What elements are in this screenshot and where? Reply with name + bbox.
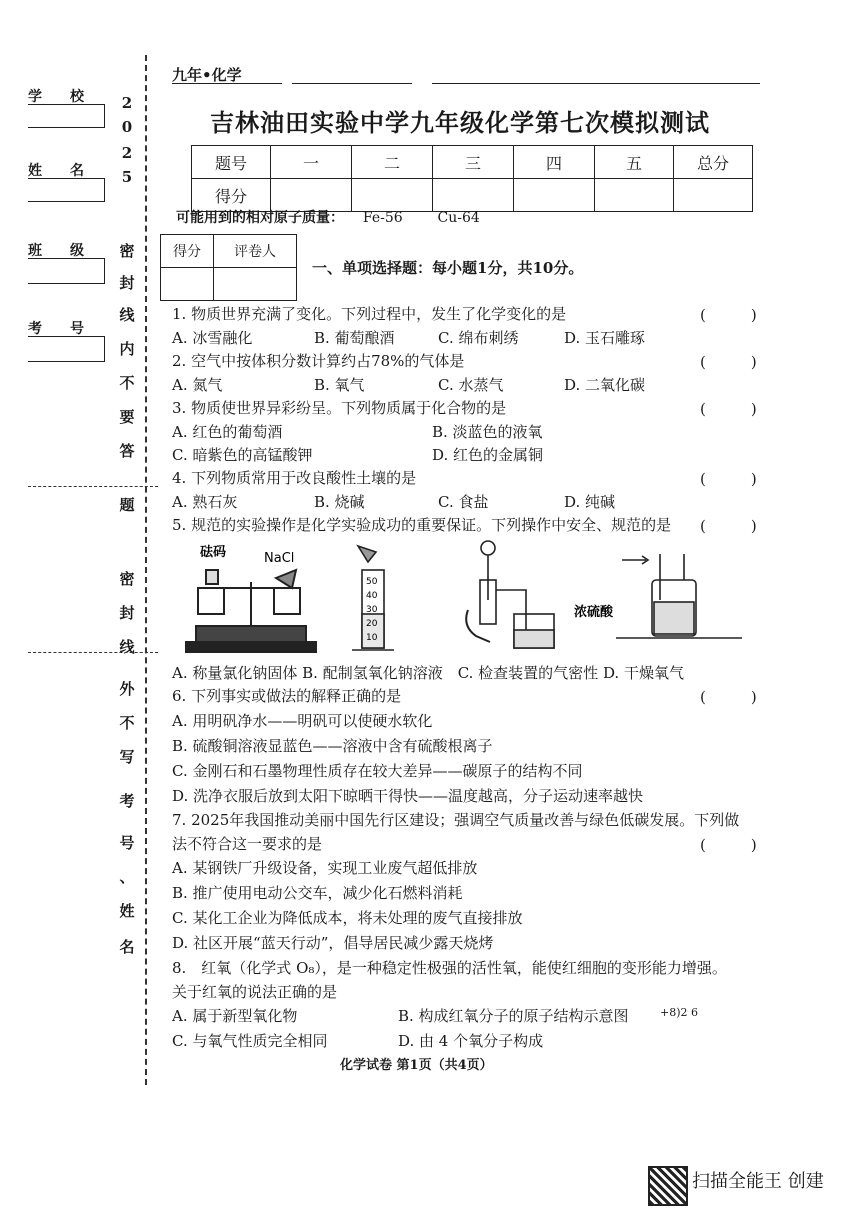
- class-label: 班 级: [28, 243, 84, 259]
- score-table: [191, 145, 753, 212]
- question-stem: 2. 空气中按体积分数计算约占78%的气体是: [172, 352, 465, 370]
- balance-icon: [186, 570, 316, 652]
- tick-label: 10: [366, 633, 378, 643]
- seal-char: 要: [119, 408, 135, 426]
- score-header: 三: [433, 146, 514, 179]
- qr-code-icon: [648, 1166, 688, 1206]
- score-row-label: 得分: [192, 179, 271, 212]
- score-header: 题号: [192, 146, 271, 179]
- page-footer: 化学试卷 第1页（共4页）: [340, 1058, 493, 1073]
- seal-char: 、: [119, 868, 135, 886]
- atomic-mass-label: [176, 208, 480, 228]
- option: D. 由 4 个氧分子构成: [398, 1032, 544, 1050]
- seal-char: 密: [119, 570, 135, 588]
- seal-char: 姓: [119, 902, 135, 920]
- score-header: 总分: [674, 146, 753, 179]
- option: A. 氮气: [172, 376, 223, 394]
- option: C. 水蒸气: [438, 376, 504, 394]
- watermark-text: 扫描全能王 创建: [692, 1171, 824, 1192]
- question-stem: 5. 规范的实验操作是化学实验成功的重要保证。下列操作中安全、规范的是: [172, 516, 672, 534]
- option: B. 氧气: [314, 376, 365, 394]
- year-digit: 0: [121, 118, 133, 136]
- seal-char: 线: [119, 306, 135, 324]
- option: C. 某化工企业为降低成本，将未处理的废气直接排放: [172, 909, 523, 927]
- atom-structure-diagram: +8)2 6: [660, 1006, 699, 1019]
- score-cell[interactable]: [352, 179, 433, 212]
- answer-paren[interactable]: ( ): [700, 836, 757, 854]
- seal-char: 写: [119, 748, 135, 766]
- seal-char: 不: [119, 374, 135, 392]
- grader-score-label: 得分: [161, 235, 214, 268]
- option: A. 红色的葡萄酒: [172, 423, 283, 441]
- question-stem: 6. 下列事实或做法的解释正确的是: [172, 687, 402, 705]
- header-rule: [172, 83, 282, 84]
- option: D. 红色的金属铜: [432, 446, 544, 464]
- atomic-mass-text: 可能用到的相对原子质量：: [176, 210, 344, 226]
- score-header: 五: [595, 146, 674, 179]
- gas-washing-bottle-icon: [616, 554, 742, 638]
- atomic-mass-cu: Cu-64: [437, 210, 480, 226]
- answer-paren[interactable]: ( ): [700, 306, 757, 324]
- school-label: 学 校: [28, 89, 84, 105]
- option: B. 淡蓝色的液氧: [432, 423, 543, 441]
- page-title: 吉林油田实验中学九年级化学第七次模拟测试: [210, 108, 710, 137]
- question-stem: 3. 物质使世界异彩纷呈。下列物质属于化合物的是: [172, 399, 507, 417]
- question-stem: 7. 2025年我国推动美丽中国先行区建设；强调空气质量改善与绿色低碳发展。下列做: [172, 811, 740, 829]
- section-heading: 一、单项选择题：每小题1分，共10分。: [312, 259, 584, 277]
- acid-label: 浓硫酸: [574, 605, 614, 620]
- seal-char: 名: [119, 938, 135, 956]
- option: B. 葡萄酿酒: [314, 329, 395, 347]
- header-rule: [432, 83, 760, 84]
- seal-char: 内: [119, 340, 135, 358]
- tick-label: 20: [366, 619, 378, 629]
- option: B. 烧碱: [314, 493, 365, 511]
- cut-mark: [28, 486, 158, 487]
- binding-line: [145, 55, 147, 1085]
- id-label: 考 号: [28, 321, 84, 337]
- option: A. 冰雪融化: [172, 329, 253, 347]
- year-digit: 2: [121, 144, 133, 162]
- score-cell[interactable]: [674, 179, 753, 212]
- seal-char: 题: [119, 496, 135, 514]
- question-stem: 4. 下列物质常用于改良酸性土壤的是: [172, 469, 417, 487]
- option: A. 用明矾净水——明矾可以使硬水软化: [172, 712, 433, 730]
- class-field[interactable]: [28, 258, 105, 284]
- grader-table: [160, 234, 297, 301]
- score-header: 二: [352, 146, 433, 179]
- tick-label: 50: [366, 577, 378, 587]
- answer-paren[interactable]: ( ): [700, 353, 757, 371]
- option: A. 某钢铁厂升级设备，实现工业废气超低排放: [172, 859, 478, 877]
- id-field[interactable]: [28, 336, 105, 362]
- option: B. 构成红氧分子的原子结构示意图: [398, 1007, 629, 1025]
- option: B. 推广使用电动公交车，减少化石燃料消耗: [172, 884, 463, 902]
- option: C. 金刚石和石墨物理性质存在较大差异——碳原子的结构不同: [172, 762, 583, 780]
- seal-char: 密: [119, 242, 135, 260]
- seal-char: 外: [119, 680, 135, 698]
- option: A. 属于新型氧化物: [172, 1007, 298, 1025]
- header-rule: [292, 83, 412, 84]
- answer-paren[interactable]: ( ): [700, 517, 757, 535]
- question-stem-cont: 关于红氧的说法正确的是: [172, 983, 338, 1001]
- option: C. 与氧气性质完全相同: [172, 1032, 328, 1050]
- tick-label: 30: [366, 605, 378, 615]
- option-line: A. 称量氯化钠固体 B. 配制氢氧化钠溶液 C. 检查装置的气密性 D. 干燥氧气: [172, 664, 684, 682]
- question-stem: 8. 红氧（化学式 O₈），是一种稳定性极强的活性氧，能使红细胞的变形能力增强。: [172, 959, 727, 977]
- seal-char: 封: [119, 274, 135, 292]
- option: D. 洗净衣服后放到太阳下晾晒干得快——温度越高，分子运动速率越快: [172, 787, 644, 805]
- answer-paren[interactable]: ( ): [700, 688, 757, 706]
- seal-char: 封: [119, 604, 135, 622]
- grader-name-cell[interactable]: [214, 268, 297, 301]
- seal-char: 线: [119, 638, 135, 656]
- score-cell[interactable]: [595, 179, 674, 212]
- option: D. 社区开展“蓝天行动”，倡导居民减少露天烧烤: [172, 934, 494, 952]
- seal-char: 号: [119, 834, 135, 852]
- option: D. 纯碱: [564, 493, 616, 511]
- weights-label: 砝码: [200, 545, 227, 560]
- seal-char: 不: [119, 714, 135, 732]
- airtightness-apparatus-icon: [466, 541, 554, 648]
- option: A. 熟石灰: [172, 493, 238, 511]
- year-digit: 2: [121, 94, 133, 112]
- q5-apparatus-figure: [176, 540, 756, 658]
- answer-paren[interactable]: ( ): [700, 400, 757, 418]
- score-cell[interactable]: [514, 179, 595, 212]
- option: C. 绵布刺绣: [438, 329, 519, 347]
- year-digit: 5: [121, 168, 133, 186]
- score-cell[interactable]: [433, 179, 514, 212]
- option: D. 二氧化碳: [564, 376, 646, 394]
- cut-mark: [28, 652, 158, 653]
- grader-name-label: 评卷人: [214, 235, 297, 268]
- question-stem-cont: 法不符合这一要求的是: [172, 835, 323, 853]
- seal-char: 答: [119, 442, 135, 460]
- option: B. 硫酸铜溶液显蓝色——溶液中含有硫酸根离子: [172, 737, 493, 755]
- subject-label: 九年•化学: [172, 66, 242, 84]
- option: C. 暗紫色的高锰酸钾: [172, 446, 313, 464]
- atomic-mass-fe: Fe-56: [362, 210, 403, 226]
- score-cell[interactable]: [271, 179, 352, 212]
- name-field[interactable]: [28, 178, 105, 202]
- option: C. 食盐: [438, 493, 489, 511]
- seal-char: 考: [119, 792, 135, 810]
- name-label: 姓 名: [28, 163, 84, 179]
- score-header: 四: [514, 146, 595, 179]
- score-header: 一: [271, 146, 352, 179]
- grader-score-cell[interactable]: [161, 268, 214, 301]
- tick-label: 40: [366, 591, 378, 601]
- nacl-label: NaCl: [264, 551, 295, 566]
- option: D. 玉石雕琢: [564, 329, 646, 347]
- answer-paren[interactable]: ( ): [700, 470, 757, 488]
- question-stem: 1. 物质世界充满了变化。下列过程中，发生了化学变化的是: [172, 305, 567, 323]
